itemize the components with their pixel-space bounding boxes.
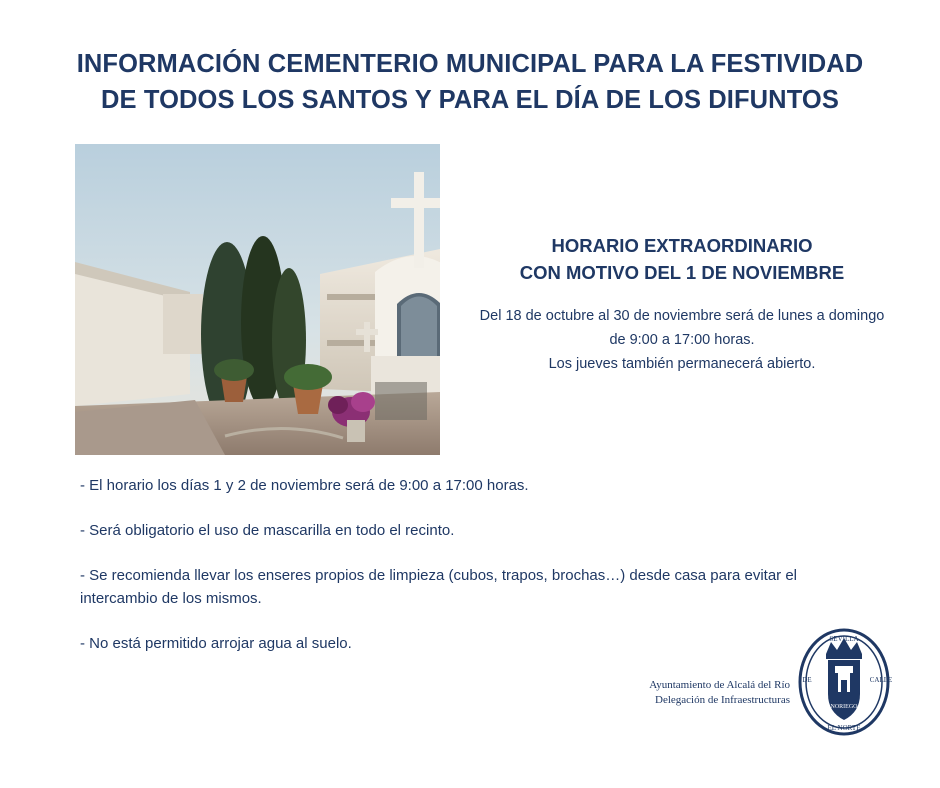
footer-org-line-2: Delegación de Infraestructuras: [655, 694, 790, 706]
schedule-body-line-1: Del 18 de octubre al 30 de noviembre será de lunes a domingo: [479, 308, 885, 324]
schedule-heading-line-2: CON MOTIVO DEL 1 DE NOVIEMBRE: [519, 262, 845, 283]
schedule-body-line-3: Los jueves también permanecerá abierto.: [548, 356, 816, 372]
list-item: - El horario los días 1 y 2 de noviembre será de 9:00 a 17:00 horas.: [80, 477, 529, 494]
schedule-body-line-2: de 9:00 a 17:00 horas.: [609, 332, 755, 348]
list-item: - Será obligatorio el uso de mascarilla en todo el recinto.: [80, 522, 455, 539]
page-title-line-1: INFORMACIÓN CEMENTERIO MUNICIPAL PARA LA FESTIVIDAD: [76, 50, 864, 78]
page-title-line-2: DE TODOS LOS SANTOS Y PARA EL DÍA DE LOS DIFUNTOS: [101, 86, 839, 114]
municipal-coat-of-arms-icon: [796, 620, 892, 738]
crest-ring-left: DE: [802, 676, 812, 684]
footer-org-line-1: Ayuntamiento de Alcalá del Río: [649, 679, 790, 691]
crest-inner-label: NORIEGO: [830, 704, 858, 710]
footer: [600, 620, 900, 740]
schedule-block: [452, 232, 912, 376]
list-item: - No está permitido arrojar agua al suelo.: [80, 635, 352, 652]
cemetery-photo: [75, 144, 440, 455]
crest-ring-bottom: EL NORTE: [827, 724, 861, 732]
crest-ring-top: SEVILLA: [829, 635, 859, 643]
page-title: [0, 46, 940, 118]
list-item: - Se recomienda llevar los enseres propios de limpieza (cubos, trapos, brochas…) desde casa para evitar el intercambio de los mismos.: [80, 567, 798, 607]
footer-org: [649, 678, 790, 708]
crest-ring-right: CALLE: [869, 676, 892, 684]
schedule-heading-line-1: HORARIO EXTRAORDINARIO: [551, 235, 813, 256]
